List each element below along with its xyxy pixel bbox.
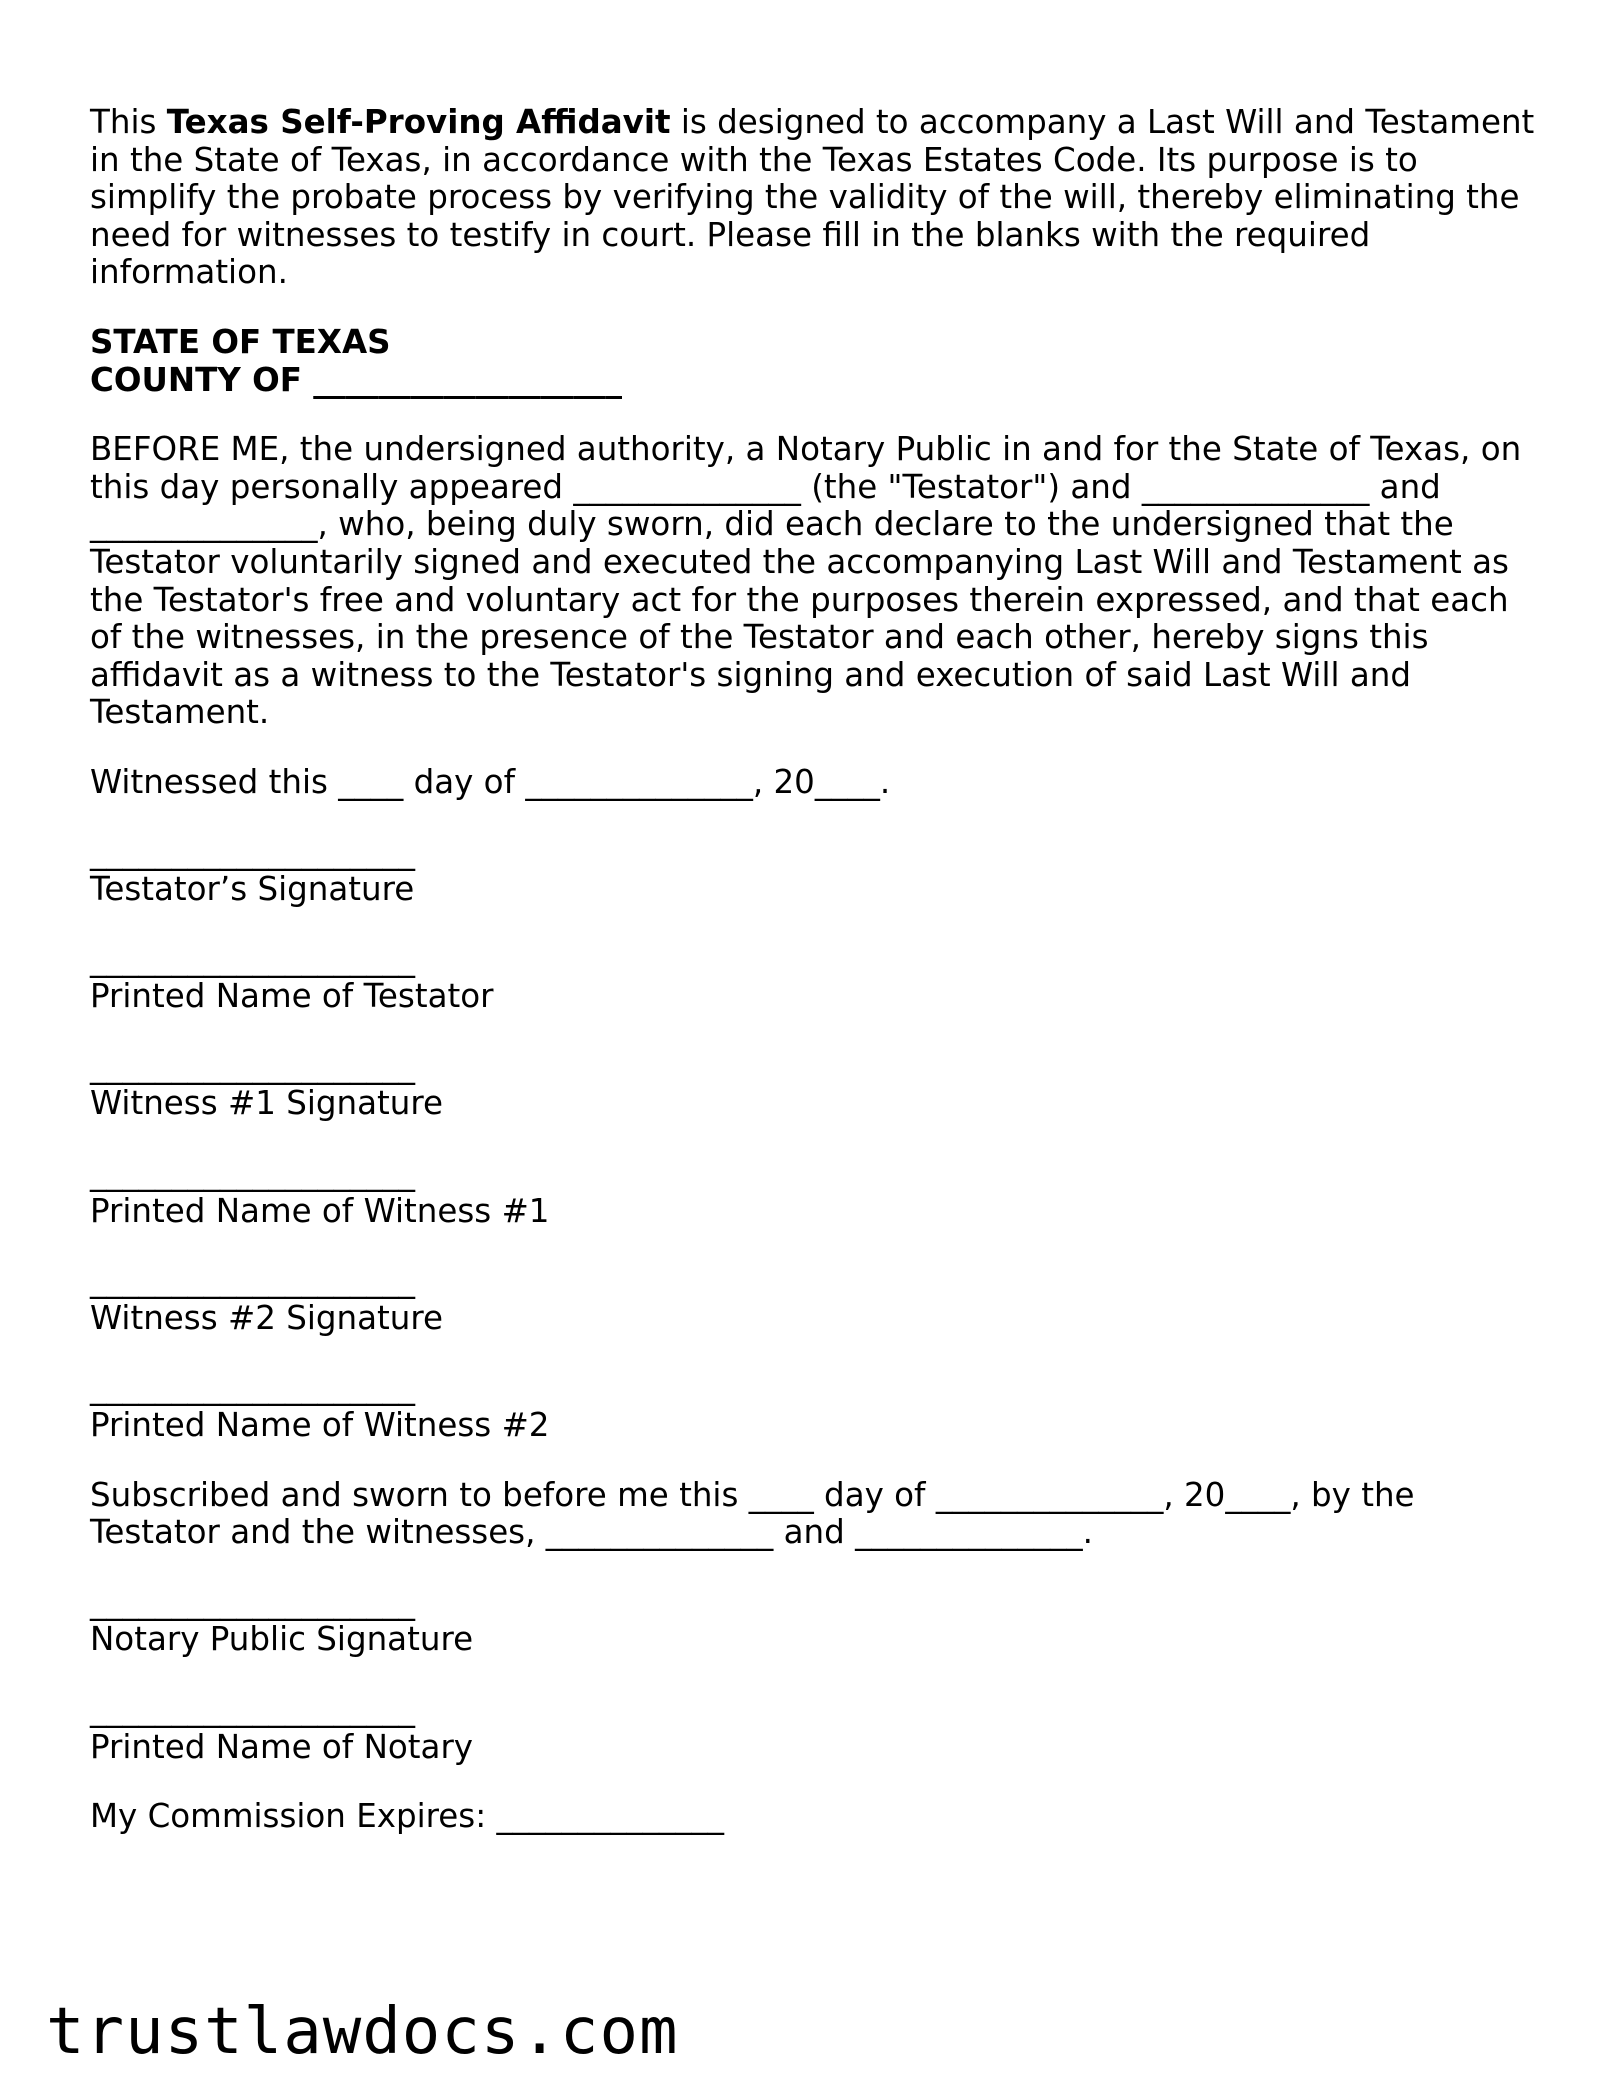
commission-expires-line: My Commission Expires: ______________: [90, 1797, 725, 1836]
signature-blank[interactable]: ____________________: [90, 1261, 415, 1300]
signature-block-testator-name: [90, 941, 1550, 1016]
signature-blank[interactable]: ____________________: [90, 1368, 415, 1407]
signature-label: Printed Name of Witness #2: [90, 1406, 550, 1445]
intro-paragraph: [90, 104, 1550, 292]
signature-label: Testator’s Signature: [90, 870, 415, 909]
signature-label: Witness #1 Signature: [90, 1084, 444, 1123]
signature-block-witness1-name: [90, 1155, 1550, 1230]
signature-label: Witness #2 Signature: [90, 1298, 444, 1337]
subscribed-sworn-paragraph: Subscribed and sworn to before me this ____ day of ______________, 20____, by the Testator and the witnesses, ______________ and ______________.: [90, 1475, 1415, 1552]
signature-label: Printed Name of Notary: [90, 1727, 474, 1766]
signature-block-witness1: [90, 1048, 1550, 1123]
signature-label: Printed Name of Witness #1: [90, 1191, 550, 1230]
signature-label: Notary Public Signature: [90, 1620, 474, 1659]
signature-block-notary: [90, 1584, 1550, 1659]
signature-blank[interactable]: ____________________: [90, 1046, 415, 1085]
signature-blank[interactable]: ____________________: [90, 939, 415, 978]
venue-block: [90, 324, 1550, 399]
affidavit-document: [90, 104, 1550, 1836]
witnessed-date-line: Witnessed this ____ day of ______________, 20____.: [90, 762, 891, 801]
document-title: Texas Self-Proving Affidavit: [166, 103, 671, 141]
signature-blank[interactable]: ____________________: [90, 832, 415, 871]
signature-blank[interactable]: ____________________: [90, 1582, 415, 1621]
signature-block-testator: [90, 834, 1550, 909]
signature-block-witness2-name: [90, 1369, 1550, 1444]
intro-prefix: This: [90, 103, 167, 141]
signature-block-witness2: [90, 1262, 1550, 1337]
state-heading: STATE OF TEXAS: [90, 322, 391, 361]
intro-text: is designed to accompany a Last Will and Testament in the State of Texas, in accordance with the Texas Estates Code. Its purpose is to simplify the probate process by verifying the validity of the will, thereby eliminating the need for witnesses to testify in court. Please fill in the blanks with the required information.: [90, 103, 1535, 292]
site-watermark: trustlawdocs.com: [46, 1995, 679, 2069]
declaration-paragraph: BEFORE ME, the undersigned authority, a Notary Public in and for the State of Texas, on this day personally appeared ______________ (the "Testator") and ______________ and ______________, who, being duly sworn, did each declare to the undersigned that the Testator voluntarily signed and executed the accompanying Last Will and Testament as the Testator's free and voluntary act for the purposes therein expressed, and that each of the witnesses, in the presence of the Testator and each other, hereby signs this affidavit as a witness to the Testator's signing and execution of said Last Will and Testament.: [90, 430, 1522, 732]
county-heading: COUNTY OF ___________________: [90, 360, 622, 399]
signature-blank[interactable]: ____________________: [90, 1690, 415, 1728]
signature-label: Printed Name of Testator: [90, 977, 494, 1016]
signature-blank[interactable]: ____________________: [90, 1154, 415, 1193]
signature-block-notary-name: [90, 1691, 1550, 1766]
